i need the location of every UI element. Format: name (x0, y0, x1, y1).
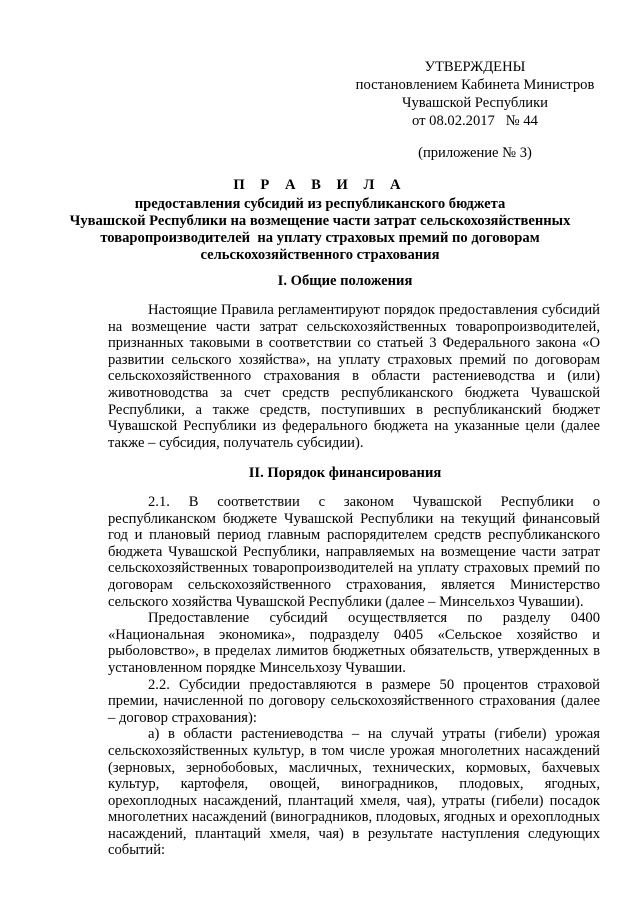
title-rules: П Р А В И Л А (233, 177, 407, 193)
section-2-paragraph-3: 2.2. Субсидии предоставляются в размере 50 процентов страховой премии, начисленной по договору сельскохозяйственного страхования (далее – договор страхования): (108, 676, 600, 726)
section-1-heading: I. Общие положения (277, 273, 413, 289)
title-line-1: предоставления субсидий из республиканского бюджета (134, 196, 506, 212)
section-2-body (108, 494, 600, 859)
approval-republic: Чувашской Республики (402, 95, 548, 111)
section-1-paragraph-1: Настоящие Правила регламентируют порядок предоставления субсидий на возмещение части затрат сельскохозяйственных товаропроизводителей, признанных таковыми в соответствии со статьей 3 Федерального закона «О развитии сельского хозяйства», на уплату страховых премий по договорам сельскохозяйственного страхования в области растениеводства и (или) животноводства за счет средств республиканского бюджета Чувашской Республики, а также средств, поступивших в республиканский бюджет Чувашской Республики из федерального бюджета на указанные цели (далее также – субсидия, получатель субсидии). (108, 302, 600, 451)
title-line-3: товаропроизводителей на уплату страховых премий по договорам (100, 230, 540, 246)
section-1-body (108, 302, 600, 451)
title-line-4: сельскохозяйственного страхования (200, 247, 440, 263)
approval-block (340, 58, 610, 130)
approval-approved: УТВЕРЖДЕНЫ (424, 59, 526, 75)
approval-decree: постановлением Кабинета Министров (355, 77, 595, 93)
section-2-paragraph-2: Предоставление субсидий осуществляется по разделу 0400 «Национальная экономика», подразделу 0405 «Сельское хозяйство и рыболовство», в пределах лимитов бюджетных обязательств, утвержденных в установленном порядке Минсельхозу Чувашии. (108, 610, 600, 676)
appendix-label: (приложение № 3) (418, 145, 532, 161)
document-title (69, 177, 571, 264)
title-line-2: Чувашской Республики на возмещение части затрат сельскохозяйственных (69, 213, 571, 229)
approval-date-number: от 08.02.2017 № 44 (412, 113, 538, 129)
section-2-paragraph-1: 2.1. В соответствии с законом Чувашской Республики о республиканском бюджете Чувашской Республики на текущий финансовый год и плановый период главным распорядителем средств республиканского бюджета Чувашской Республики, направляемых на возмещение части затрат сельскохозяйственных товаропроизводителей на уплату страховых премий по договорам сельскохозяйственного страхования, является Министерство сельского хозяйства Чувашской Республики (далее – Минсельхоз Чувашии). (108, 494, 600, 610)
section-2-paragraph-4: а) в области растениеводства – на случай утраты (гибели) урожая сельскохозяйственных культур, в том числе урожая многолетних насаждений (зерновых, зернобобовых, масличных, технических, кормовых, бахчевых культур, картофеля, овощей, виноградников, плодовых, ягодных, орехоплодных насаждений, плантаций хмеля, чая), утраты (гибели) посадок многолетних насаждений (виноградников, плодовых, ягодных и орехоплодных насаждений, плантаций хмеля, чая) в результате наступления следующих событий: (108, 726, 600, 859)
section-2-heading: II. Порядок финансирования (248, 465, 442, 481)
